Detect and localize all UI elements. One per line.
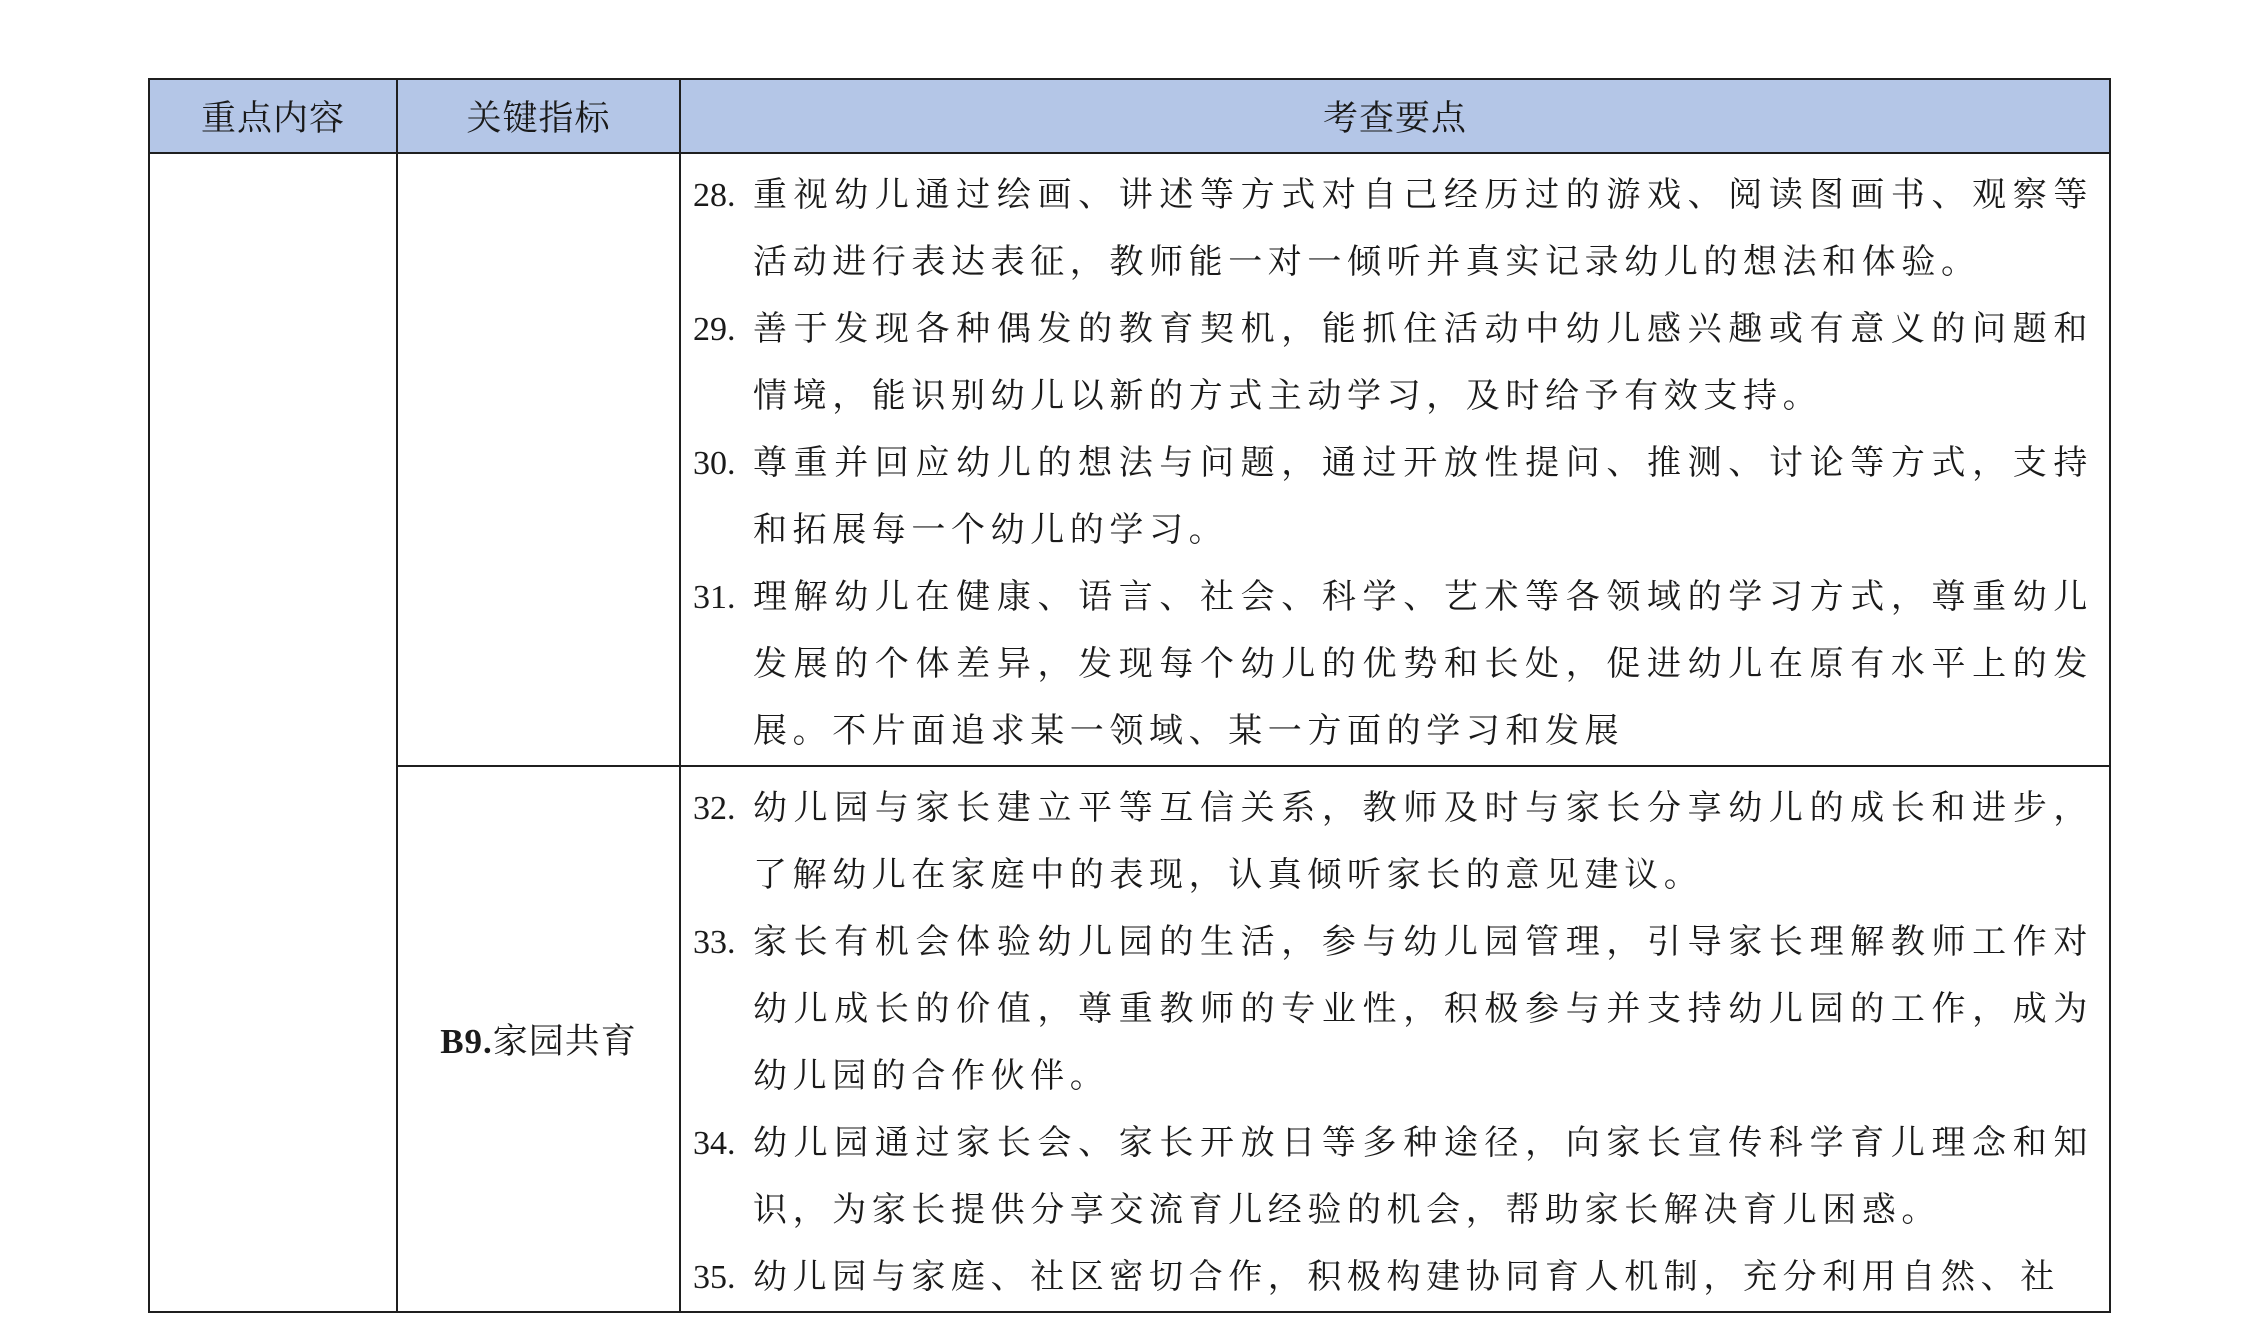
- item-number: 35.: [693, 1259, 736, 1296]
- check-point-item: [693, 775, 2093, 909]
- item-text: 幼儿园与家庭、社区密切合作，积极构建协同育人机制，充分利用自然、社: [753, 1257, 2060, 1297]
- indicator-cell: [397, 766, 680, 1312]
- item-text: 重视幼儿通过绘画、讲述等方式对自己经历过的游戏、阅读图画书、观察等活动进行表达表征，教师能一对一倾听并真实记录幼儿的想法和体验。: [753, 175, 2093, 282]
- check-point-item: [693, 1244, 2093, 1311]
- item-number: 32.: [693, 790, 736, 827]
- item-text: 幼儿园与家长建立平等互信关系，教师及时与家长分享幼儿的成长和进步，了解幼儿在家庭中的表现，认真倾听家长的意见建议。: [753, 788, 2093, 895]
- check-point-item: [693, 430, 2093, 564]
- evaluation-table: [148, 78, 2111, 1313]
- check-point-item: [693, 162, 2093, 296]
- item-text: 幼儿园通过家长会、家长开放日等多种途径，向家长宣传科学育儿理念和知识，为家长提供分享交流育儿经验的机会，帮助家长解决育儿困惑。: [753, 1123, 2093, 1230]
- header-key-content: 重点内容: [149, 79, 397, 153]
- item-number: 31.: [693, 579, 736, 616]
- check-point-item: [693, 909, 2093, 1110]
- item-number: 30.: [693, 445, 736, 482]
- table-row: [149, 766, 2110, 1312]
- header-check-points: 考查要点: [680, 79, 2110, 153]
- check-points-cell: [680, 153, 2110, 766]
- item-text: 善于发现各种偶发的教育契机，能抓住活动中幼儿感兴趣或有意义的问题和情境，能识别幼儿以新的方式主动学习，及时给予有效支持。: [753, 309, 2093, 416]
- item-number: 34.: [693, 1125, 736, 1162]
- key-content-cell: [149, 153, 397, 1312]
- indicator-name: 家园共育: [492, 1022, 637, 1062]
- check-point-item: [693, 564, 2093, 765]
- indicator-cell: [397, 153, 680, 766]
- item-number: 33.: [693, 924, 736, 961]
- header-key-indicator: 关键指标: [397, 79, 680, 153]
- item-number: 28.: [693, 177, 736, 214]
- check-point-item: [693, 296, 2093, 430]
- item-text: 家长有机会体验幼儿园的生活，参与幼儿园管理，引导家长理解教师工作对幼儿成长的价值，尊重教师的专业性，积极参与并支持幼儿园的工作，成为幼儿园的合作伙伴。: [753, 922, 2093, 1096]
- item-text: 理解幼儿在健康、语言、社会、科学、艺术等各领域的学习方式，尊重幼儿发展的个体差异，发现每个幼儿的优势和长处，促进幼儿在原有水平上的发展。不片面追求某一领域、某一方面的学习和发展: [753, 577, 2093, 751]
- table-row: [149, 153, 2110, 766]
- item-number: 29.: [693, 311, 736, 348]
- indicator-code: B9.: [440, 1022, 493, 1061]
- table-header-row: [149, 79, 2110, 153]
- check-point-item: [693, 1110, 2093, 1244]
- item-text: 尊重并回应幼儿的想法与问题，通过开放性提问、推测、讨论等方式，支持和拓展每一个幼儿的学习。: [753, 443, 2093, 550]
- check-points-cell: [680, 766, 2110, 1312]
